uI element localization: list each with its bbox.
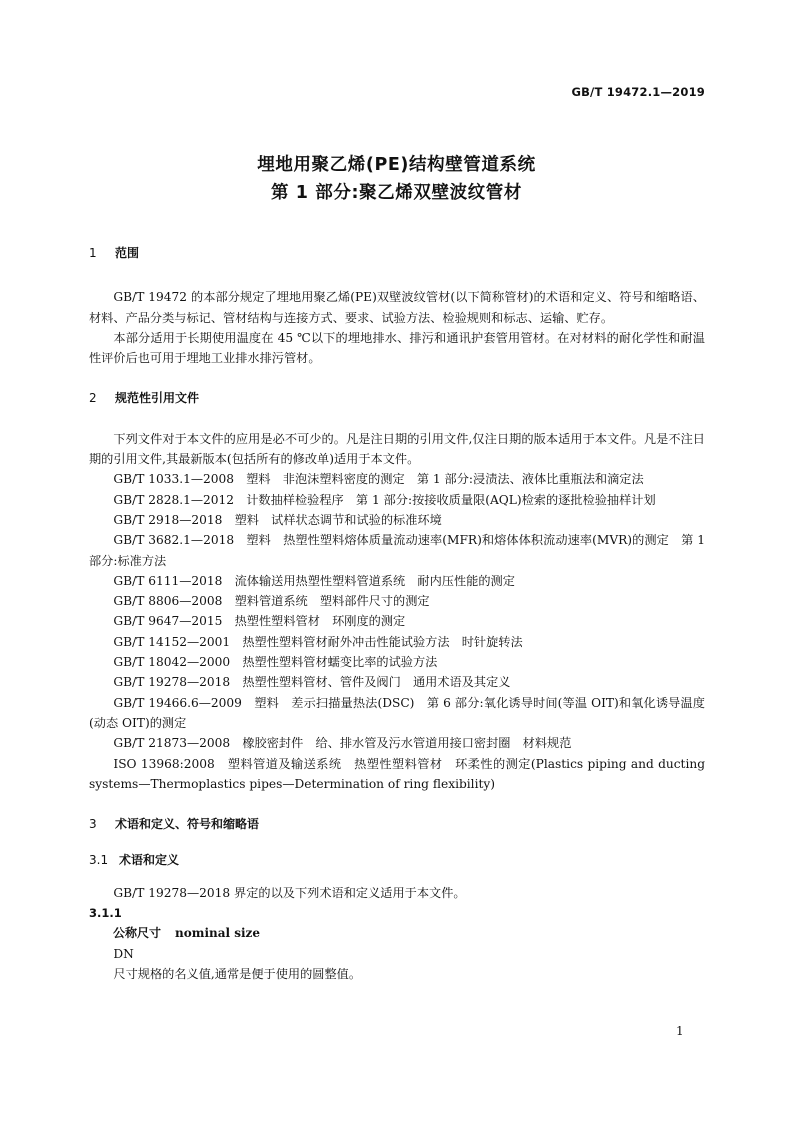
subsection-3-1-heading: [89, 850, 705, 870]
section-1-heading: [89, 243, 705, 263]
standard-code: GB/T 19472.1—2019: [571, 85, 705, 99]
document-body: [89, 243, 705, 984]
term-entry: [89, 923, 705, 943]
reference-item: GB/T 19466.6—2009 塑料 差示扫描量热法(DSC) 第 6 部分:氧化诱导时间(等温 OIT)和氧化诱导温度(动态 OIT)的测定: [89, 695, 705, 730]
section-number: 2: [89, 391, 97, 406]
term-number: 3.1.1: [89, 906, 122, 921]
section-title: 范围: [115, 246, 140, 260]
section-title: 规范性引用文件: [115, 391, 200, 406]
reference-list: [89, 469, 705, 794]
reference-item: GB/T 14152—2001 热塑性塑料管材耐外冲击性能试验方法 时针旋转法: [113, 634, 523, 649]
subsection-number: 3.1: [89, 853, 109, 868]
term-chinese: 公称尺寸: [113, 926, 162, 941]
scope-paragraph-1: GB/T 19472 的本部分规定了埋地用聚乙烯(PE)双壁波纹管材(以下简称管材)的术语和定义、符号和缩略语、材料、产品分类与标记、管材结构与连接方式、要求、试验方法、检验规则和标志、运输、贮存。: [89, 290, 705, 325]
term-english: nominal size: [175, 926, 260, 941]
reference-item: GB/T 6111—2018 流体输送用热塑性塑料管道系统 耐内压性能的测定: [113, 573, 515, 588]
reference-item: GB/T 9647—2015 热塑性塑料管材 环刚度的测定: [113, 614, 406, 629]
section-3-heading: [89, 814, 705, 834]
reference-item: GB/T 3682.1—2018 塑料 热塑性塑料熔体质量流动速率(MFR)和熔体体积流动速率(MVR)的测定 第 1 部分:标准方法: [89, 533, 705, 568]
term-symbol: DN: [113, 946, 134, 961]
document-title: [0, 151, 793, 207]
subsection-title: 术语和定义: [119, 853, 180, 868]
scope-paragraph-2: 本部分适用于长期使用温度在 45 ℃以下的埋地排水、排污和通讯护套管用管材。在对材料的耐化学性和耐温性评价后也可用于埋地工业排水排污管材。: [89, 330, 705, 366]
reference-item: GB/T 19278—2018 热塑性塑料管材、管件及阀门 通用术语及其定义: [113, 675, 511, 690]
reference-item: GB/T 8806—2008 塑料管道系统 塑料部件尺寸的测定: [113, 594, 430, 609]
term-definition: 尺寸规格的名义值,通常是便于使用的圆整值。: [113, 966, 362, 981]
reference-item: GB/T 2918—2018 塑料 试样状态调节和试验的标准环境: [113, 512, 442, 527]
reference-item: GB/T 1033.1—2008 塑料 非泡沫塑料密度的测定 第 1 部分:浸渍法、液体比重瓶法和滴定法: [113, 472, 644, 487]
title-line-1: 埋地用聚乙烯(PE)结构壁管道系统: [257, 155, 536, 175]
reference-item: GB/T 21873—2008 橡胶密封件 给、排水管及污水管道用接口密封圈 材料规范: [113, 736, 572, 751]
page-number: 1: [676, 1024, 684, 1038]
section-number: 1: [89, 246, 97, 260]
reference-item: GB/T 18042—2000 热塑性塑料管材蠕变比率的试验方法: [113, 655, 438, 670]
references-intro: 下列文件对于本文件的应用是必不可少的。凡是注日期的引用文件,仅注日期的版本适用于本文件。凡是不注日期的引用文件,其最新版本(包括所有的修改单)适用于本文件。: [89, 431, 705, 467]
section-number: 3: [89, 817, 97, 832]
section-2-heading: [89, 388, 705, 408]
reference-item: GB/T 2828.1—2012 计数抽样检验程序 第 1 部分:按接收质量限(AQL)检索的逐批检验抽样计划: [113, 492, 656, 507]
section-title: 术语和定义、符号和缩略语: [115, 817, 260, 832]
reference-item: ISO 13968:2008 塑料管道及输送系统 热塑性塑料管材 环柔性的测定(Plastics piping and ducting systems—Thermoplastics pipes—Determination of ring flexibility): [89, 756, 705, 791]
terms-intro: GB/T 19278—2018 界定的以及下列术语和定义适用于本文件。: [113, 885, 466, 900]
title-line-2: 第 1 部分:聚乙烯双壁波纹管材: [271, 183, 522, 203]
